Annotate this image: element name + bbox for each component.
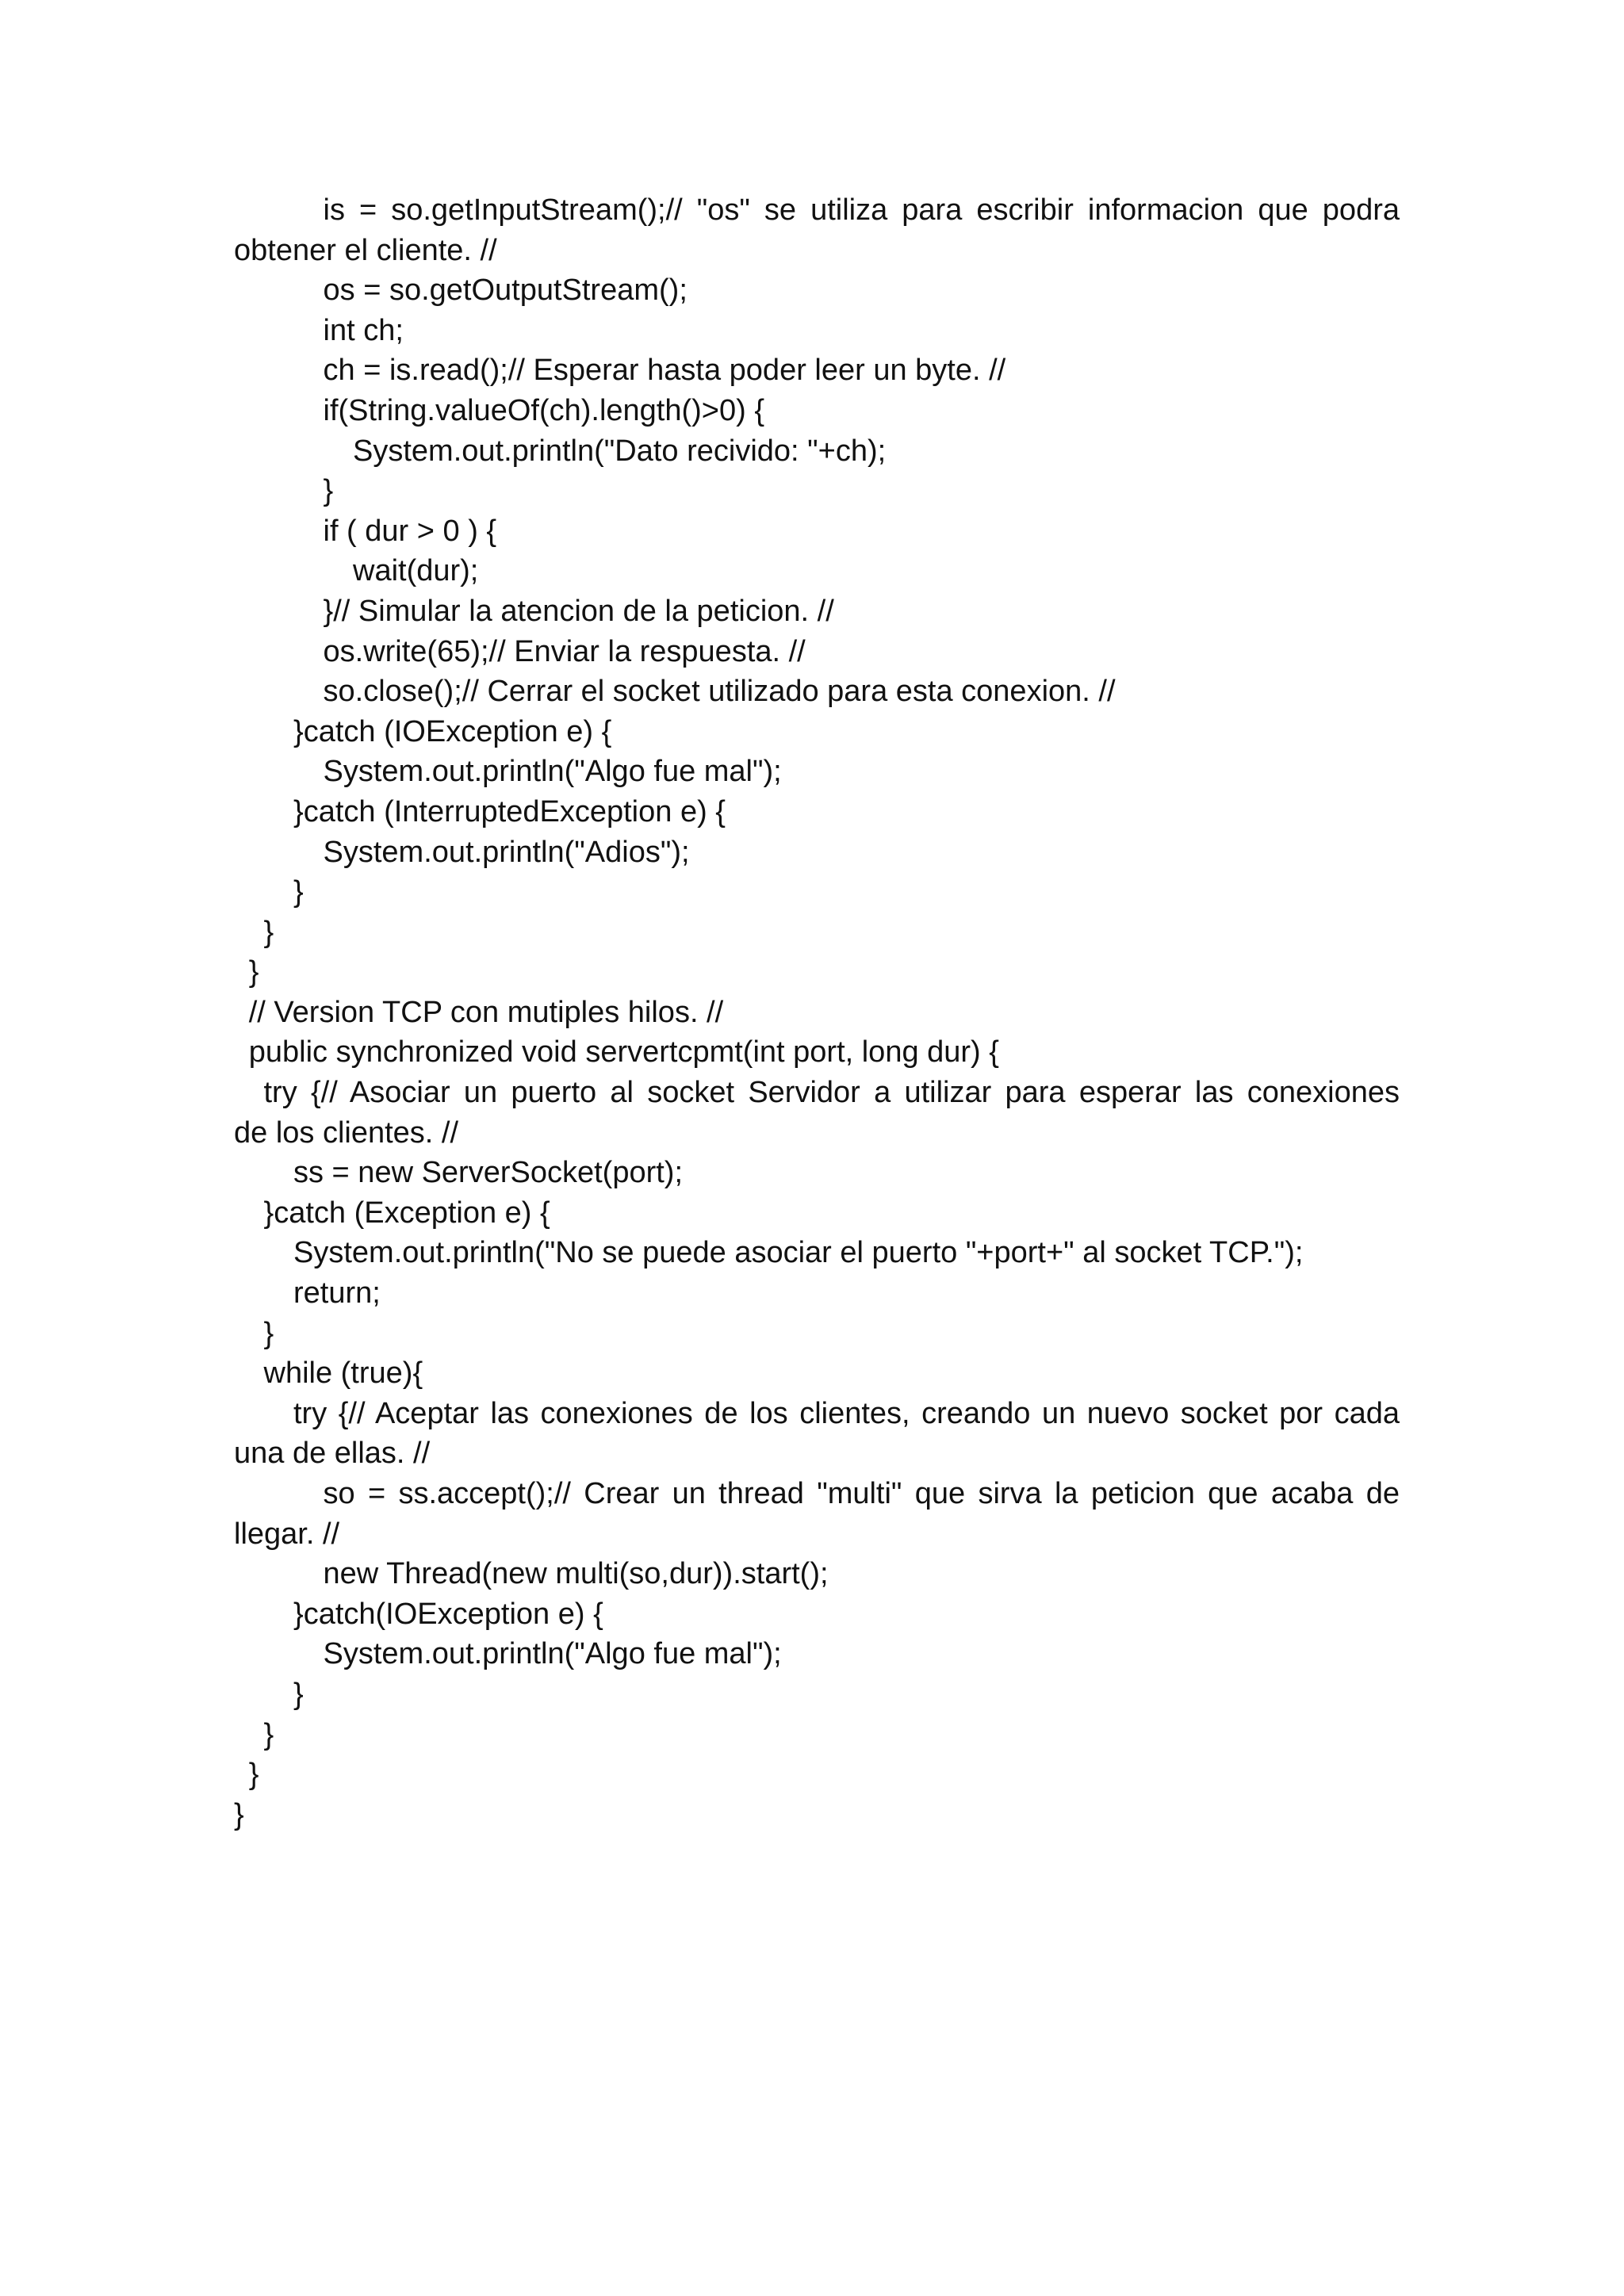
- code-line: if(String.valueOf(ch).length()>0) {: [323, 393, 765, 427]
- code-line: }catch (Exception e) {: [263, 1196, 550, 1230]
- code-line: System.out.println("Algo fue mal");: [323, 755, 782, 789]
- code-line: System.out.println("No se puede asociar el puerto "+port+" al socket TCP.");: [293, 1236, 1304, 1270]
- code-line: if ( dur > 0 ) {: [323, 514, 497, 548]
- code-line: }: [248, 1758, 259, 1792]
- code-line: while (true){: [263, 1357, 423, 1391]
- code-line: }catch (IOException e) {: [293, 714, 612, 748]
- code-line: so.close();// Cerrar el socket utilizado para esta conexion. //: [323, 675, 1116, 709]
- code-line: una de ellas. //: [234, 1437, 431, 1471]
- code-line: try {// Aceptar las conexiones de los clientes, creando un nuevo socket por cada: [293, 1396, 1400, 1430]
- code-line: try {// Asociar un puerto al socket Servidor a utilizar para esperar las conexiones: [263, 1076, 1400, 1110]
- code-listing: [234, 190, 1400, 1835]
- code-line: System.out.println("Dato recivido: "+ch);: [353, 434, 887, 468]
- code-line: System.out.println("Algo fue mal");: [323, 1637, 782, 1671]
- code-line: }: [263, 1316, 274, 1350]
- code-line: }: [263, 1717, 274, 1751]
- code-line: ss = new ServerSocket(port);: [293, 1156, 684, 1190]
- code-line: }catch(IOException e) {: [293, 1597, 603, 1631]
- code-line: ch = is.read();// Esperar hasta poder leer un byte. //: [323, 354, 1006, 388]
- code-line: so = ss.accept();// Crear un thread "multi" que sirva la peticion que acaba de: [323, 1477, 1400, 1510]
- code-line: }: [293, 1677, 304, 1711]
- code-line: }: [293, 875, 304, 909]
- code-line: int ch;: [323, 313, 404, 347]
- code-line: }: [263, 915, 274, 949]
- code-line: }catch (InterruptedException e) {: [293, 794, 726, 828]
- code-line: llegar. //: [234, 1517, 340, 1551]
- code-line: }: [234, 1797, 244, 1831]
- code-line: System.out.println("Adios");: [323, 835, 690, 869]
- code-line: de los clientes. //: [234, 1115, 459, 1150]
- code-line: // Version TCP con mutiples hilos. //: [248, 995, 724, 1029]
- code-line: is = so.getInputStream();// "os" se utiliza para escribir informacion que podra: [323, 193, 1400, 227]
- code-line: os = so.getOutputStream();: [323, 274, 688, 308]
- code-line: os.write(65);// Enviar la respuesta. //: [323, 634, 806, 668]
- code-line: return;: [293, 1276, 381, 1311]
- code-line: wait(dur);: [353, 554, 479, 588]
- code-line: obtener el cliente. //: [234, 233, 497, 267]
- code-line: }: [248, 955, 259, 989]
- code-line: }: [323, 474, 334, 508]
- code-line: public synchronized void servertcpmt(int port, long dur) {: [248, 1035, 999, 1070]
- code-line: new Thread(new multi(so,dur)).start();: [323, 1557, 829, 1591]
- code-line: }// Simular la atencion de la peticion. //: [323, 594, 834, 628]
